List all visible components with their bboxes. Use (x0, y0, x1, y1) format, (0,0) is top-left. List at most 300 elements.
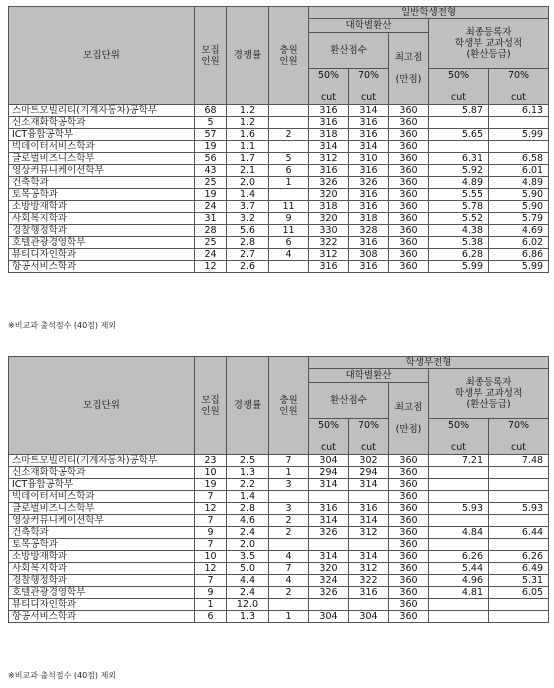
final70-cell: 5.99 (489, 129, 549, 141)
table-row (9, 587, 549, 599)
final50-cell: 5.38 (429, 237, 489, 249)
fill-cell: 3 (269, 503, 309, 515)
table-row (9, 455, 549, 467)
conv50-cell: 312 (309, 153, 349, 165)
fill-cell (269, 539, 309, 551)
table-header (9, 357, 549, 455)
fill-cell: 4 (269, 575, 309, 587)
ratio-cell: 1.2 (227, 117, 269, 129)
final50-cell: 5.87 (429, 105, 489, 117)
final70-cell: 5.31 (489, 575, 549, 587)
final50-cell (429, 141, 489, 153)
table-row (9, 201, 549, 213)
max-score-cell: 360 (389, 249, 429, 261)
conv70-cell: 304 (349, 611, 389, 623)
final70-cell: 5.90 (489, 189, 549, 201)
unit-name-cell: 항공서비스학과 (9, 611, 195, 623)
final70-cell: 6.26 (489, 551, 549, 563)
unit-name-cell: 빅데이터서비스학과 (9, 491, 195, 503)
conv70-cell: 314 (349, 515, 389, 527)
final50-cell (429, 117, 489, 129)
ratio-cell: 5.0 (227, 563, 269, 575)
max-score-cell: 360 (389, 261, 429, 273)
unit-name-cell: 토목공학과 (9, 539, 195, 551)
conv70-cell: 316 (349, 503, 389, 515)
ratio-cell: 1.7 (227, 153, 269, 165)
admission-table-general (8, 6, 549, 273)
unit-name-cell: 사회복지학과 (9, 563, 195, 575)
final-registrant-header: 최종등록자 학생부 교과성적 (환산등급) (429, 19, 549, 69)
unit-name-cell: 소방방재학과 (9, 201, 195, 213)
conv70-cell (349, 491, 389, 503)
quota-cell: 19 (195, 479, 227, 491)
ratio-cell: 3.5 (227, 551, 269, 563)
final-50-header: 50% cut (429, 69, 489, 105)
table-row (9, 189, 549, 201)
max-score-cell: 360 (389, 177, 429, 189)
ratio-cell: 5.6 (227, 225, 269, 237)
conv50-cell: 316 (309, 165, 349, 177)
conv50-cell: 326 (309, 177, 349, 189)
quota-cell: 7 (195, 491, 227, 503)
table-row (9, 177, 549, 189)
footnote: ※비교과 출석점수 (40점) 제외 (8, 321, 117, 330)
quota-cell: 68 (195, 105, 227, 117)
final50-cell: 6.28 (429, 249, 489, 261)
ratio-cell: 2.0 (227, 539, 269, 551)
col-fill-header: 충원 인원 (269, 357, 309, 455)
table-row (9, 129, 549, 141)
conv70-cell (349, 599, 389, 611)
conv50-cell: 322 (309, 237, 349, 249)
conv50-cell: 304 (309, 455, 349, 467)
fill-cell: 1 (269, 467, 309, 479)
max-score-cell: 360 (389, 527, 429, 539)
ratio-cell: 1.6 (227, 129, 269, 141)
max-score-header: 최고점 (만점) (389, 383, 429, 455)
fill-cell: 2 (269, 515, 309, 527)
unit-name-cell: 경찰행정학과 (9, 575, 195, 587)
conv50-cell: 294 (309, 467, 349, 479)
conv50-cell: 320 (309, 213, 349, 225)
fill-cell: 9 (269, 213, 309, 225)
fill-cell: 4 (269, 249, 309, 261)
final50-cell (429, 599, 489, 611)
unit-name-cell: 건축학과 (9, 177, 195, 189)
conv70-cell: 316 (349, 237, 389, 249)
conv50-cell (309, 599, 349, 611)
final50-cell: 4.38 (429, 225, 489, 237)
final-70-header: 70% cut (489, 419, 549, 455)
table-row (9, 261, 549, 273)
col-ratio-header: 경쟁률 (227, 7, 269, 105)
max-score-cell: 360 (389, 165, 429, 177)
unit-name-cell: 신소재화학공학과 (9, 467, 195, 479)
max-score-cell: 360 (389, 515, 429, 527)
table-row (9, 575, 549, 587)
conv50-cell: 320 (309, 563, 349, 575)
max-score-cell: 360 (389, 539, 429, 551)
unit-name-cell: 사회복지학과 (9, 213, 195, 225)
max-score-cell: 360 (389, 129, 429, 141)
fill-cell: 11 (269, 201, 309, 213)
ratio-cell: 4.4 (227, 575, 269, 587)
col-quota-header: 모집 인원 (195, 357, 227, 455)
ratio-cell: 4.6 (227, 515, 269, 527)
max-score-cell: 360 (389, 237, 429, 249)
conv70-cell: 316 (349, 165, 389, 177)
fill-cell (269, 141, 309, 153)
final50-cell (429, 479, 489, 491)
fill-cell: 11 (269, 225, 309, 237)
final50-cell: 4.89 (429, 177, 489, 189)
conv50-cell: 318 (309, 129, 349, 141)
unit-name-cell: 신소재화학공학과 (9, 117, 195, 129)
quota-cell: 56 (195, 153, 227, 165)
conv70-cell: 316 (349, 261, 389, 273)
conv50-cell (309, 539, 349, 551)
ratio-cell: 1.3 (227, 611, 269, 623)
col-unit-header: 모집단위 (9, 7, 195, 105)
final70-cell: 5.99 (489, 261, 549, 273)
table-row (9, 563, 549, 575)
max-score-cell: 360 (389, 491, 429, 503)
table-row (9, 213, 549, 225)
conv70-cell: 328 (349, 225, 389, 237)
final70-cell: 6.44 (489, 527, 549, 539)
conv-70-header: 70% cut (349, 419, 389, 455)
final70-cell (489, 515, 549, 527)
fill-cell: 7 (269, 563, 309, 575)
table-row (9, 165, 549, 177)
final50-cell (429, 539, 489, 551)
conv50-cell: 314 (309, 141, 349, 153)
max-score-cell: 360 (389, 587, 429, 599)
unit-name-cell: 영상커뮤니케이션학부 (9, 515, 195, 527)
fill-cell: 1 (269, 177, 309, 189)
unit-name-cell: 뷰티디자인학과 (9, 599, 195, 611)
final50-cell: 5.93 (429, 503, 489, 515)
final50-cell: 5.55 (429, 189, 489, 201)
max-score-cell: 360 (389, 455, 429, 467)
table-body (9, 105, 549, 273)
conv-50-header: 50% cut (309, 69, 349, 105)
table-row (9, 237, 549, 249)
final70-cell: 4.89 (489, 177, 549, 189)
univ-conversion-header: 대학별환산 (309, 369, 429, 383)
final70-cell (489, 467, 549, 479)
quota-cell: 23 (195, 455, 227, 467)
quota-cell: 1 (195, 599, 227, 611)
table-row (9, 117, 549, 129)
quota-cell: 25 (195, 237, 227, 249)
table-row (9, 599, 549, 611)
fill-cell (269, 189, 309, 201)
max-score-cell: 360 (389, 611, 429, 623)
ratio-cell: 1.1 (227, 141, 269, 153)
fill-cell (269, 491, 309, 503)
fill-cell: 4 (269, 551, 309, 563)
fill-cell: 2 (269, 587, 309, 599)
unit-name-cell: 스마트모빌리티(기계자동차)공학부 (9, 105, 195, 117)
max-score-cell: 360 (389, 551, 429, 563)
ratio-cell: 2.8 (227, 503, 269, 515)
conv50-cell (309, 491, 349, 503)
conv70-cell: 312 (349, 563, 389, 575)
max-score-cell: 360 (389, 563, 429, 575)
max-score-cell: 360 (389, 153, 429, 165)
table-row (9, 503, 549, 515)
quota-cell: 7 (195, 515, 227, 527)
table-row (9, 141, 549, 153)
conv70-cell: 318 (349, 213, 389, 225)
max-score-cell: 360 (389, 575, 429, 587)
unit-name-cell: 경찰행정학과 (9, 225, 195, 237)
conv50-cell: 326 (309, 527, 349, 539)
ratio-cell: 3.2 (227, 213, 269, 225)
admission-type-title: 일반학생전형 (309, 7, 549, 19)
conv70-cell: 308 (349, 249, 389, 261)
conv70-cell: 314 (349, 479, 389, 491)
conv70-cell: 316 (349, 201, 389, 213)
conv50-cell: 316 (309, 503, 349, 515)
final70-cell: 6.58 (489, 153, 549, 165)
col-quota-header: 모집 인원 (195, 7, 227, 105)
max-score-header: 최고점 (만점) (389, 33, 429, 105)
ratio-cell: 1.4 (227, 189, 269, 201)
final50-cell (429, 491, 489, 503)
quota-cell: 9 (195, 587, 227, 599)
conv70-cell (349, 539, 389, 551)
ratio-cell: 2.1 (227, 165, 269, 177)
final50-cell: 5.44 (429, 563, 489, 575)
max-score-cell: 360 (389, 213, 429, 225)
conv70-cell: 310 (349, 153, 389, 165)
conv50-cell: 314 (309, 515, 349, 527)
admission-type-title: 학생부전형 (309, 357, 549, 369)
conv-50-header: 50% cut (309, 419, 349, 455)
conv70-cell: 316 (349, 189, 389, 201)
final70-cell: 6.13 (489, 105, 549, 117)
quota-cell: 25 (195, 177, 227, 189)
conv50-cell: 326 (309, 587, 349, 599)
table-row (9, 467, 549, 479)
conv50-cell: 314 (309, 479, 349, 491)
col-unit-header: 모집단위 (9, 357, 195, 455)
final70-cell: 7.48 (489, 455, 549, 467)
final70-cell (489, 539, 549, 551)
final50-cell: 6.31 (429, 153, 489, 165)
conv50-cell: 316 (309, 105, 349, 117)
unit-name-cell: ICT융합공학부 (9, 129, 195, 141)
conv70-cell: 302 (349, 455, 389, 467)
final50-cell (429, 467, 489, 479)
final50-cell: 4.84 (429, 527, 489, 539)
max-score-cell: 360 (389, 201, 429, 213)
final50-cell (429, 611, 489, 623)
final70-cell (489, 117, 549, 129)
max-score-cell: 360 (389, 189, 429, 201)
conv70-cell: 314 (349, 551, 389, 563)
final70-cell: 6.86 (489, 249, 549, 261)
max-score-cell: 360 (389, 599, 429, 611)
final50-cell: 6.26 (429, 551, 489, 563)
conv70-cell: 312 (349, 527, 389, 539)
conv70-cell: 316 (349, 587, 389, 599)
results-table (8, 356, 549, 623)
unit-name-cell: 건축학과 (9, 527, 195, 539)
final70-cell: 6.01 (489, 165, 549, 177)
unit-name-cell: 영상커뮤니케이션학부 (9, 165, 195, 177)
fill-cell: 3 (269, 479, 309, 491)
quota-cell: 28 (195, 225, 227, 237)
quota-cell: 57 (195, 129, 227, 141)
unit-name-cell: 항공서비스학과 (9, 261, 195, 273)
conv70-cell: 314 (349, 105, 389, 117)
quota-cell: 19 (195, 141, 227, 153)
ratio-cell: 12.0 (227, 599, 269, 611)
table-row (9, 551, 549, 563)
ratio-cell: 2.2 (227, 479, 269, 491)
quota-cell: 7 (195, 575, 227, 587)
conv50-cell: 314 (309, 551, 349, 563)
table-row (9, 527, 549, 539)
converted-score-header: 환산점수 (309, 383, 389, 419)
unit-name-cell: 빅데이터서비스학과 (9, 141, 195, 153)
unit-name-cell: 글로벌비즈니스학부 (9, 503, 195, 515)
unit-name-cell: 스마트모빌리티(기계자동차)공학부 (9, 455, 195, 467)
results-table (8, 6, 549, 273)
final70-cell: 6.05 (489, 587, 549, 599)
max-score-cell: 360 (389, 467, 429, 479)
final70-cell: 5.79 (489, 213, 549, 225)
conv50-cell: 316 (309, 261, 349, 273)
final70-cell (489, 491, 549, 503)
fill-cell (269, 117, 309, 129)
ratio-cell: 2.4 (227, 527, 269, 539)
final50-cell: 5.65 (429, 129, 489, 141)
conv50-cell: 324 (309, 575, 349, 587)
max-score-cell: 360 (389, 117, 429, 129)
conv70-cell: 322 (349, 575, 389, 587)
quota-cell: 7 (195, 539, 227, 551)
final70-cell (489, 599, 549, 611)
conv50-cell: 330 (309, 225, 349, 237)
conv50-cell: 318 (309, 201, 349, 213)
conv70-cell: 326 (349, 177, 389, 189)
final50-cell: 4.96 (429, 575, 489, 587)
max-score-cell: 360 (389, 503, 429, 515)
unit-name-cell: 소방방재학과 (9, 551, 195, 563)
final50-cell: 4.81 (429, 587, 489, 599)
final-registrant-header: 최종등록자 학생부 교과성적 (환산등급) (429, 369, 549, 419)
fill-cell: 6 (269, 237, 309, 249)
col-fill-header: 충원 인원 (269, 7, 309, 105)
max-score-cell: 360 (389, 479, 429, 491)
quota-cell: 31 (195, 213, 227, 225)
unit-name-cell: 토목공학과 (9, 189, 195, 201)
final70-cell: 4.69 (489, 225, 549, 237)
final50-cell: 5.78 (429, 201, 489, 213)
conv50-cell: 304 (309, 611, 349, 623)
ratio-cell: 1.3 (227, 467, 269, 479)
fill-cell: 7 (269, 455, 309, 467)
conv50-cell: 320 (309, 189, 349, 201)
fill-cell (269, 105, 309, 117)
quota-cell: 9 (195, 527, 227, 539)
ratio-cell: 2.4 (227, 587, 269, 599)
quota-cell: 5 (195, 117, 227, 129)
final50-cell: 5.52 (429, 213, 489, 225)
fill-cell (269, 261, 309, 273)
conv50-cell: 312 (309, 249, 349, 261)
final70-cell: 5.93 (489, 503, 549, 515)
final70-cell (489, 479, 549, 491)
footnote: ※비교과 출석점수 (40점) 제외 (8, 671, 117, 680)
final70-cell (489, 141, 549, 153)
fill-cell: 5 (269, 153, 309, 165)
table-row (9, 515, 549, 527)
ratio-cell: 1.2 (227, 105, 269, 117)
table-row (9, 491, 549, 503)
ratio-cell: 2.7 (227, 249, 269, 261)
converted-score-header: 환산점수 (309, 33, 389, 69)
unit-name-cell: 뷰티디자인학과 (9, 249, 195, 261)
ratio-cell: 3.7 (227, 201, 269, 213)
fill-cell: 6 (269, 165, 309, 177)
final70-cell (489, 611, 549, 623)
final50-cell: 7.21 (429, 455, 489, 467)
quota-cell: 12 (195, 503, 227, 515)
table-row (9, 611, 549, 623)
conv50-cell: 316 (309, 117, 349, 129)
quota-cell: 12 (195, 563, 227, 575)
table-header (9, 7, 549, 105)
table-row (9, 249, 549, 261)
ratio-cell: 2.5 (227, 455, 269, 467)
quota-cell: 10 (195, 467, 227, 479)
table-row (9, 105, 549, 117)
final50-cell (429, 515, 489, 527)
max-score-cell: 360 (389, 225, 429, 237)
admission-table-record (8, 356, 549, 623)
fill-cell (269, 599, 309, 611)
univ-conversion-header: 대학별환산 (309, 19, 429, 33)
unit-name-cell: ICT융합공학부 (9, 479, 195, 491)
ratio-cell: 1.4 (227, 491, 269, 503)
final70-cell: 6.02 (489, 237, 549, 249)
table-row (9, 479, 549, 491)
unit-name-cell: 호텔관광경영학부 (9, 587, 195, 599)
quota-cell: 24 (195, 249, 227, 261)
quota-cell: 6 (195, 611, 227, 623)
quota-cell: 12 (195, 261, 227, 273)
col-ratio-header: 경쟁률 (227, 357, 269, 455)
final70-cell: 6.49 (489, 563, 549, 575)
quota-cell: 19 (195, 189, 227, 201)
fill-cell: 1 (269, 611, 309, 623)
conv-70-header: 70% cut (349, 69, 389, 105)
final-70-header: 70% cut (489, 69, 549, 105)
fill-cell: 2 (269, 129, 309, 141)
max-score-cell: 360 (389, 105, 429, 117)
ratio-cell: 2.0 (227, 177, 269, 189)
unit-name-cell: 호텔관광경영학부 (9, 237, 195, 249)
conv70-cell: 316 (349, 129, 389, 141)
ratio-cell: 2.8 (227, 237, 269, 249)
final50-cell: 5.99 (429, 261, 489, 273)
final50-cell: 5.92 (429, 165, 489, 177)
